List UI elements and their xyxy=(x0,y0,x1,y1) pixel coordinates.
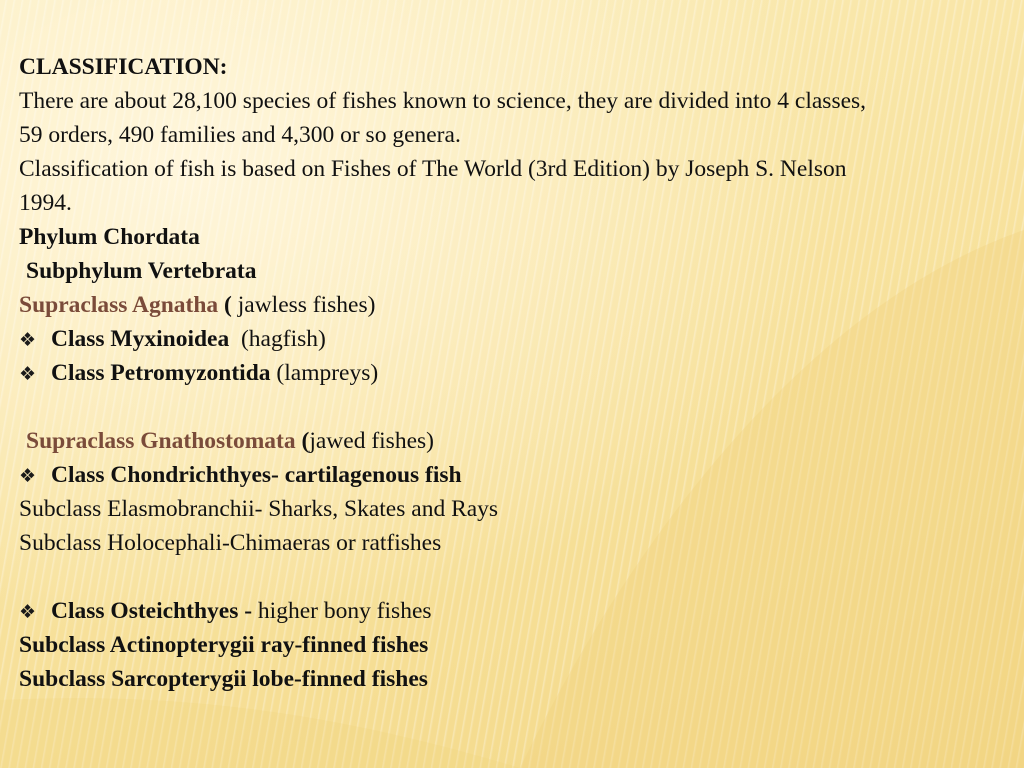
subclass-item: Subclass Elasmobranchii- Sharks, Skates and Rays xyxy=(19,496,499,522)
supraclass-gnathostomata-label: Supraclass Gnathostomata xyxy=(26,428,296,454)
supraclass-agnatha-label: Supraclass Agnatha xyxy=(19,292,219,318)
supraclass-gnathostomata-note: jawed fishes) xyxy=(309,428,434,454)
intro-line: 59 orders, 490 families and 4,300 or so genera. xyxy=(19,122,461,148)
class-item xyxy=(19,356,1024,390)
class-common-name: higher bony fishes xyxy=(257,598,432,624)
spacer xyxy=(19,390,1024,424)
class-item xyxy=(19,594,1024,628)
subphylum-label: Subphylum Vertebrata xyxy=(26,258,257,284)
supraclass-agnatha xyxy=(19,288,1024,322)
supraclass-gnathostomata xyxy=(19,424,1024,458)
section-heading: CLASSIFICATION: xyxy=(19,54,228,80)
diamond-bullet-icon: ❖ xyxy=(19,329,37,351)
paren-open: ( xyxy=(224,292,232,318)
class-item xyxy=(19,322,1024,356)
class-name: Class Osteichthyes - xyxy=(51,598,253,624)
class-common-name: (lampreys) xyxy=(276,360,379,386)
diamond-bullet-icon: ❖ xyxy=(19,601,37,623)
intro-line: 1994. xyxy=(19,190,72,216)
diamond-bullet-icon: ❖ xyxy=(19,363,37,385)
diamond-bullet-icon: ❖ xyxy=(19,465,37,487)
spacer xyxy=(19,560,1024,594)
slide-content xyxy=(19,50,1024,696)
phylum-label: Phylum Chordata xyxy=(19,224,200,250)
class-item xyxy=(19,458,1024,492)
intro-line: There are about 28,100 species of fishes known to science, they are divided into 4 classes, xyxy=(19,88,867,114)
supraclass-agnatha-note: jawless fishes) xyxy=(231,292,376,318)
class-common-name: (hagfish) xyxy=(240,326,326,352)
subclass-item: Subclass Holocephali-Chimaeras or ratfishes xyxy=(19,530,442,556)
subclass-item: Subclass Sarcopterygii lobe-finned fishes xyxy=(19,666,428,692)
subclass-item: Subclass Actinopterygii ray-finned fishes xyxy=(19,632,429,658)
intro-line: Classification of fish is based on Fishes of The World (3rd Edition) by Joseph S. Nelson xyxy=(19,156,847,182)
class-name: Class Myxinoidea xyxy=(51,326,230,352)
class-name: Class Petromyzontida xyxy=(51,360,271,386)
class-name: Class Chondrichthyes- cartilagenous fish xyxy=(51,462,462,488)
paren-open: ( xyxy=(301,428,310,454)
